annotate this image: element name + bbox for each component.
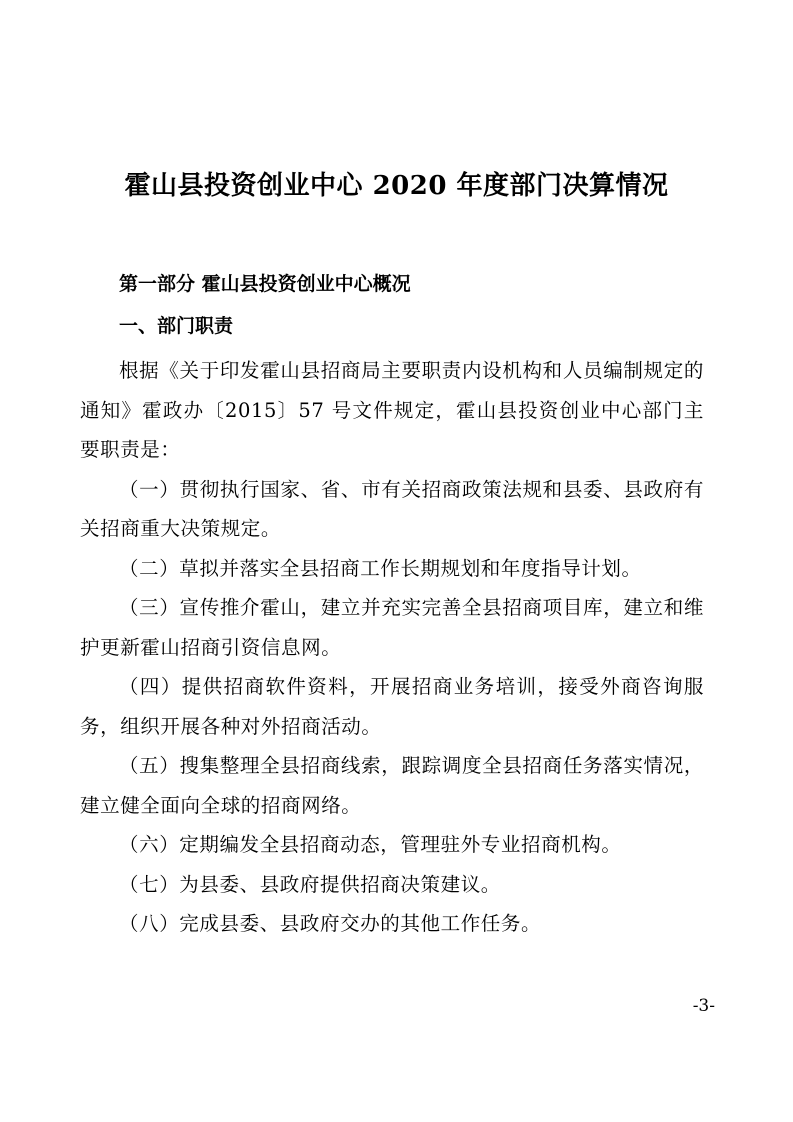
paragraph-duty-7: （七）为县委、县政府提供招商决策建议。 xyxy=(119,872,501,896)
document-title: 霍山县投资创业中心 2020 年度部门决算情况 xyxy=(124,171,669,201)
body-text xyxy=(80,351,704,944)
paragraph-duty-2: （二）草拟并落实全县招商工作长期规划和年度指导计划。 xyxy=(119,556,642,580)
paragraph-duty-6: （六）定期编发全县招商动态，管理驻外专业招商机构。 xyxy=(119,833,622,856)
section-heading: 一、部门职责 xyxy=(119,315,234,337)
paragraph-duty-4: （四）提供招商软件资料，开展招商业务培训，接受外商咨询服务，组织开展各种对外招商活动。 xyxy=(80,675,704,738)
part-heading: 第一部分 霍山县投资创业中心概况 xyxy=(119,273,411,295)
paragraph-duty-3: （三）宣传推介霍山，建立并充实完善全县招商项目库，建立和维护更新霍山招商引资信息网。 xyxy=(80,596,704,659)
paragraph-duty-5: （五）搜集整理全县招商线索，跟踪调度全县招商任务落实情况，建立健全面向全球的招商网络。 xyxy=(80,754,704,817)
paragraph-duty-8: （八）完成县委、县政府交办的其他工作任务。 xyxy=(119,912,542,935)
paragraph-intro: 根据《关于印发霍山县招商局主要职责内设机构和人员编制规定的通知》霍政办〔2015〕57 号文件规定，霍山县投资创业中心部门主要职责是： xyxy=(80,359,704,461)
paragraph-duty-1: （一）贯彻执行国家、省、市有关招商政策法规和县委、县政府有关招商重大决策规定。 xyxy=(80,477,704,540)
page-number: -3- xyxy=(692,996,715,1016)
